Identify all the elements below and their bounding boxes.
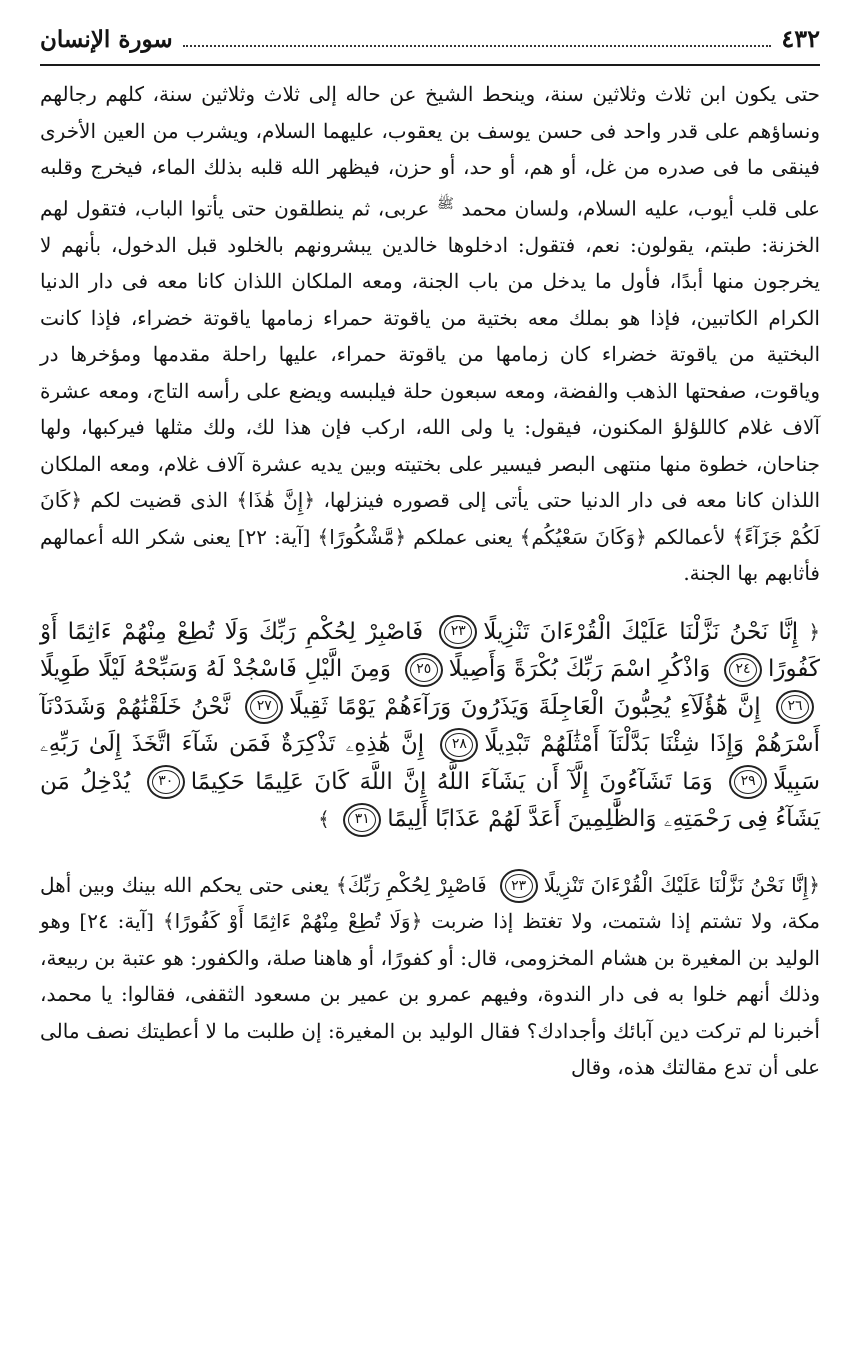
blessing-symbol: ﷺ xyxy=(436,195,454,212)
running-header xyxy=(40,24,820,66)
quote-open-ornament: ﴿ xyxy=(808,872,821,897)
quoted-verse: إِنَّا نَحْنُ نَزَّلْنَا عَلَيْكَ الْقُرْءَانَ تَنْزِيلًا xyxy=(543,872,809,897)
verse-23: إِنَّا نَحْنُ نَزَّلْنَا عَلَيْكَ الْقُرْءَانَ تَنْزِيلًا xyxy=(483,618,799,645)
dotted-leader xyxy=(183,33,772,47)
ayah-number-marker: ٢٧ xyxy=(245,690,283,724)
verse-29: إِنَّ هَٰذِهِۦ تَذْكِرَةٌ فَمَن شَآءَ اتَّخَذَ إِلَىٰ رَبِّهِۦ سَبِيلًا xyxy=(40,731,821,795)
surah-title: سورة الإنسان xyxy=(40,26,173,53)
ayah-number-marker: ٣١ xyxy=(343,803,381,837)
commentary-paragraph-1 xyxy=(40,76,820,592)
quote-open-ornament: ﴿ xyxy=(70,488,83,513)
quote-open-ornament: ﴿ xyxy=(394,524,407,549)
verse-28: نَّحْنُ خَلَقْنَٰهُمْ وَشَدَدْنَآ أَسْرَهُمْ وَإِذَا شِئْنَا بَدَّلْنَآ أَمْثَٰلَهُمْ تَبْدِيلًا xyxy=(40,693,821,758)
quote-close-ornament: ﴾ xyxy=(317,524,330,549)
quoted-verse: فَاصْبِرْ لِحُكْمِ رَبِّكَ xyxy=(347,872,487,897)
ayah-number-marker: ٢٥ xyxy=(405,653,443,687)
ayah-number-marker: ٢٤ xyxy=(724,653,762,687)
verse-25: وَاذْكُرِ اسْمَ رَبِّكَ بُكْرَةً وَأَصِيلًا xyxy=(448,656,711,683)
verse-26: وَمِنَ الَّيْلِ فَاسْجُدْ لَهُ وَسَبِّحْهُ لَيْلًا طَوِيلًا xyxy=(40,656,391,683)
quoted-verse: كَانَ لَكُمْ جَزَآءً xyxy=(40,488,820,549)
ayah-number-marker: ٢٣ xyxy=(439,615,477,649)
commentary-paragraph-2 xyxy=(40,867,820,1086)
commentary-text: [آية: ٢٢] يعنى شكر الله أعمالهم فأثابهم بها الجنة. xyxy=(40,524,820,586)
quote-close-ornament: ﴾ xyxy=(236,488,249,513)
quote-close-ornament: ﴾ xyxy=(162,909,175,934)
ayah-number-marker: ٣٠ xyxy=(147,765,185,799)
ayah-number-marker: ٢٣ xyxy=(500,869,538,903)
verse-31: يُدْخِلُ مَن يَشَآءُ فِى رَحْمَتِهِۦ وَالظَّٰلِمِينَ أَعَدَّ لَهُمْ عَذَابًا أَلِيمًا xyxy=(40,768,820,833)
quote-open-ornament: ﴿ xyxy=(635,524,647,549)
commentary-text: يعنى حتى يحكم الله بينك وبين أهل مكة، ولا تشتم إذا شتمت، ولا تغتظ إذا ضربت xyxy=(40,872,821,934)
commentary-text: يعنى عملكم xyxy=(413,524,513,549)
commentary-text: الذى قضيت لكم xyxy=(90,488,229,513)
page-number: ٤٣٢ xyxy=(781,24,820,53)
quote-open-ornament: ﴿ xyxy=(303,488,316,513)
quoted-verse: وَكَانَ سَعْيُكُم xyxy=(531,524,636,549)
quote-open-ornament: ﴿ xyxy=(410,909,423,934)
verse-27: إِنَّ هَٰٓؤُلَآءِ يُحِبُّونَ الْعَاجِلَةَ وَيَذَرُونَ وَرَآءَهُمْ يَوْمًا ثَقِيلًا xyxy=(289,693,761,720)
commentary-text: عربى، ثم ينطلقون حتى يأتوا الباب، فتقول لهم الخزنة: طبتم، يقولون: نعم، فتقول: ادخلوها خالدين يبشرونهم بالخلود قبل الدخول، بأنهم لا يخرجون منها أبدًا، فأول ما يدخل من باب الجنة، ومعه الملكان اللذان كانا معه فى دار الدنيا الكرام الكاتبين، فإذا هو بملك معه بختية من ياقوتة حمراء زمامها ياقوتة خضراء، فإذا كانت البختية من ياقوتة خضراء كان زمامها من ياقوتة حمراء، عليها راحلة مقدمها ومؤخرها در وياقوت، صفحتها الذهب والفضة، ومعه سبعون حلة فيلبسه ويضع على رأسه التاج، ومعه عشرة آلاف غلام كاللؤلؤ المكنون، فيقول: يا ولى الله، اركب فإن هذا لك، ولك مثلها فيركبها، ولها جناحان، خطوة منها منتهى البصر فيسير على بختيته وبين يديه عشرة آلاف غلام، ومعه الملكان اللذان كانا معه فى دار الدنيا حتى يأتى إلى قصوره فينزلها، xyxy=(40,196,821,513)
quote-close-ornament: ﴾ xyxy=(335,872,348,897)
quote-close-ornament: ﴾ xyxy=(519,524,532,549)
quoted-verse: مَّشْكُورًا xyxy=(329,524,395,549)
ayah-number-marker: ٢٨ xyxy=(440,728,478,762)
quoted-verse: إِنَّ هَٰذَا xyxy=(248,488,304,513)
quote-open-ornament: ﴿ xyxy=(808,619,821,644)
commentary-text: لأعمالكم xyxy=(653,524,726,549)
page-body xyxy=(40,66,820,1086)
quote-close-ornament: ﴾ xyxy=(732,524,745,549)
verse-30: وَمَا تَشَآءُونَ إِلَّآ أَن يَشَآءَ اللَّهُ إِنَّ اللَّهَ كَانَ عَلِيمًا حَكِيمًا xyxy=(190,768,713,795)
commentary-text: حتى يكون ابن ثلاث وثلاثين سنة، وينحط الشيخ عن حاله إلى ثلاث وثلاثين سنة، كلهم رجالهم ونساؤهم على قدر واحد فى حسن يوسف بن يعقوب، عليهما السلام، ويشرب من العين الأخرى فينقى ما فى صدره من غل، أو هم، أو حد، أو حزن، فيظهر الله قلبه بذلك الماء، فيخرج وقلبه على قلب أيوب، عليه السلام، ولسان محمد xyxy=(40,82,821,221)
ayah-number-marker: ٢٦ xyxy=(776,690,814,724)
commentary-text: [آية: ٢٤] وهو الوليد بن المغيرة بن هشام المخزومى، قال: أو كفورًا، أو هاهنا صلة، والكفور: هو عتبة بن ربيعة، وذلك أنهم خلوا به فى دار الندوة، وفيهم عمرو بن عمير بن مسعود الثقفى، فقالوا: يا محمد، أخبرنا لم تركت دين آبائك وأجدادك؟ فقال الوليد بن المغيرة: إن طلبت ما لا أعطيتك نصف مالى على أن تدع مقالتك هذه، وقال xyxy=(40,909,820,1080)
quote-close-ornament: ﴾ xyxy=(318,807,330,832)
quran-verses-block xyxy=(40,614,820,839)
book-page xyxy=(40,24,820,1344)
ayah-number-marker: ٢٩ xyxy=(729,765,767,799)
quoted-verse: وَلَا تُطِعْ مِنْهُمْ ءَاثِمًا أَوْ كَفُورًا xyxy=(174,909,411,934)
verse-24: فَاصْبِرْ لِحُكْمِ رَبِّكَ وَلَا تُطِعْ مِنْهُمْ ءَاثِمًا أَوْ كَفُورًا xyxy=(40,618,821,683)
